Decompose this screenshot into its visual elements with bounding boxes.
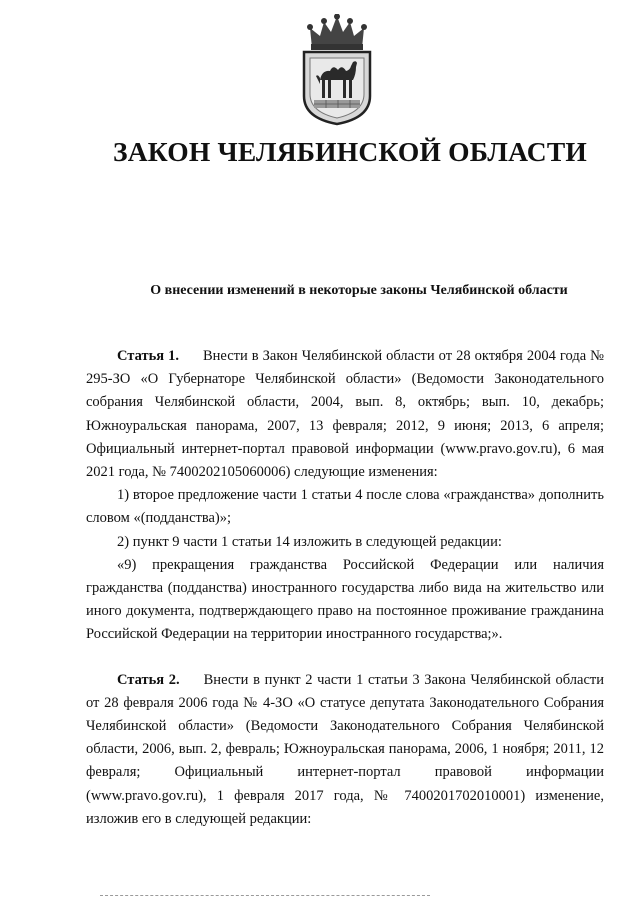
article-1-quote: «9) прекращения гражданства Российской Федерации или наличия гражданства (подданства) иностранного государства либо вида на жительство или иного документа, подтверждающего право на постоянное проживание гражданина Российской Федерации на территории иностранного государства;».	[86, 556, 604, 643]
article-1-paragraph	[86, 345, 604, 484]
page-bottom-divider	[100, 895, 430, 897]
article-1-item-1: 1) второе предложение части 1 статьи 4 после слова «гражданства» дополнить словом «(подданства)»;	[86, 487, 604, 527]
article-2-text: Внести в пункт 2 части 1 статьи 3 Закона Челябинской области от 28 февраля 2006 года № 4-ЗО «О статусе депутата Законодательного Собрания Челябинской области» (Ведомости Законодательного Собрания Челябинской области, 2006, вып. 2, февраль; Южноуральская панорама, 2006, 1 ноября; 2011, 12 февраля; Официальный интернет-портал правовой информации (www.pravo.gov.ru), 1 февраля 2017 года, № 7400201702010001) изменение, изложив его в следующей редакции:	[86, 671, 604, 827]
law-subtitle: О внесении изменений в некоторые законы Челябинской области	[150, 283, 568, 298]
article-1-text: Внести в Закон Челябинской области от 28 октября 2004 года № 295-ЗО «О Губернаторе Челябинской области» (Ведомости Законодательного собрания Челябинской области, 2004, вып. 8, октябрь; вып. 10, декабрь; Южноуральская панорама, 2007, 13 февраля; 2012, 9 июня; 2013, 6 апреля; Официальный интернет-портал правовой информации (www.pravo.gov.ru), 6 мая 2021 года, № 7400202105060006) следующие изменения:	[86, 348, 604, 481]
coat-of-arms-emblem	[298, 14, 376, 126]
document-title: ЗАКОН ЧЕЛЯБИНСКОЙ ОБЛАСТИ	[113, 136, 587, 167]
article-2-label: Статья 2.	[117, 671, 180, 688]
document-body	[86, 345, 604, 831]
article-2-paragraph	[86, 669, 604, 831]
article-1-label: Статья 1.	[117, 348, 179, 364]
article-1-item-2: 2) пункт 9 части 1 статьи 14 изложить в следующей редакции:	[117, 533, 502, 550]
crown-icon	[307, 14, 367, 50]
